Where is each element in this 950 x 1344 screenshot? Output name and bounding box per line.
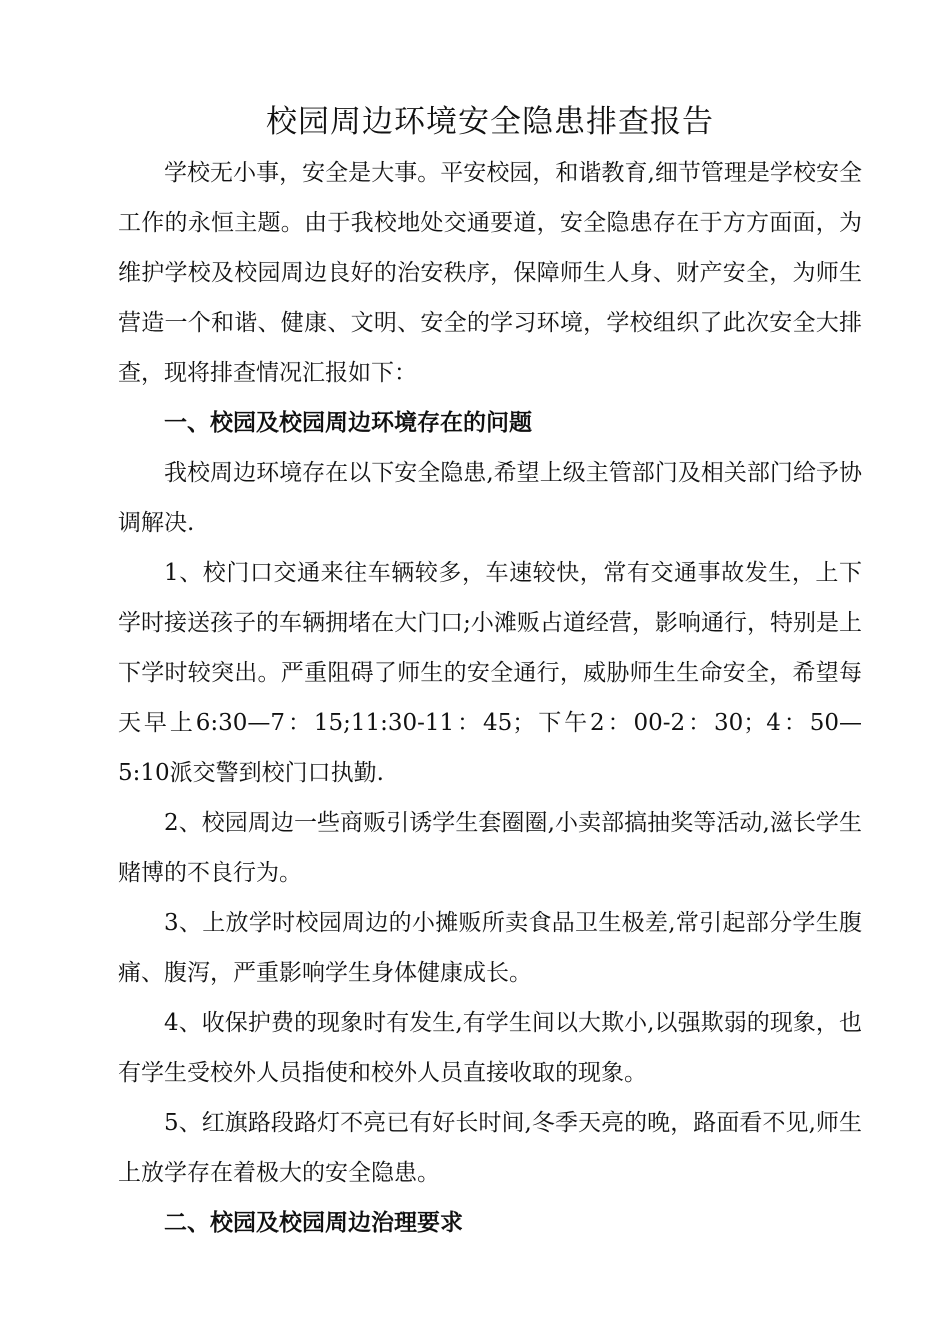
intro-paragraph: 学校无小事，安全是大事。平安校园，和谐教育,细节管理是学校安全工作的永恒主题。由于我校地处交通要道，安全隐患存在于方方面面，为维护学校及校园周边良好的治安秩序，保障师生人身、财产安全，为师生营造一个和谐、健康、文明、安全的学习环境，学校组织了此次安全大排查，现将排查情况汇报如下： xyxy=(118,160,862,386)
document-page xyxy=(118,96,862,1248)
section-1-heading: 一、校园及校园周边环境存在的问题 xyxy=(164,410,532,436)
document-title: 校园周边环境安全隐患排查报告 xyxy=(266,104,714,140)
issue-item-5: 5、红旗路段路灯不亮已有好长时间,冬季天亮的晚，路面看不见,师生上放学存在着极大的安全隐患。 xyxy=(118,1110,862,1186)
section-1-intro: 我校周边环境存在以下安全隐患,希望上级主管部门及相关部门给予协调解决. xyxy=(118,460,862,536)
issue-item-2: 2、校园周边一些商贩引诱学生套圈圈,小卖部搞抽奖等活动,滋长学生赌博的不良行为。 xyxy=(118,810,862,886)
issue-item-3: 3、上放学时校园周边的小摊贩所卖食品卫生极差,常引起部分学生腹痛、腹泻，严重影响学生身体健康成长。 xyxy=(118,910,862,986)
issue-item-1: 1、校门口交通来往车辆较多，车速较快，常有交通事故发生，上下学时接送孩子的车辆拥堵在大门口;小滩贩占道经营，影响通行，特别是上下学时较突出。严重阻碍了师生的安全通行，威胁师生生命安全，希望每天早上6:30—7：15;11:30-11：45；下午2：00-2：30；4：50—5:10派交警到校门口执勤. xyxy=(118,560,862,786)
issue-item-4: 4、收保护费的现象时有发生,有学生间以大欺小,以强欺弱的现象，也有学生受校外人员指使和校外人员直接收取的现象。 xyxy=(118,1010,862,1086)
section-2-heading: 二、校园及校园周边治理要求 xyxy=(164,1210,463,1236)
